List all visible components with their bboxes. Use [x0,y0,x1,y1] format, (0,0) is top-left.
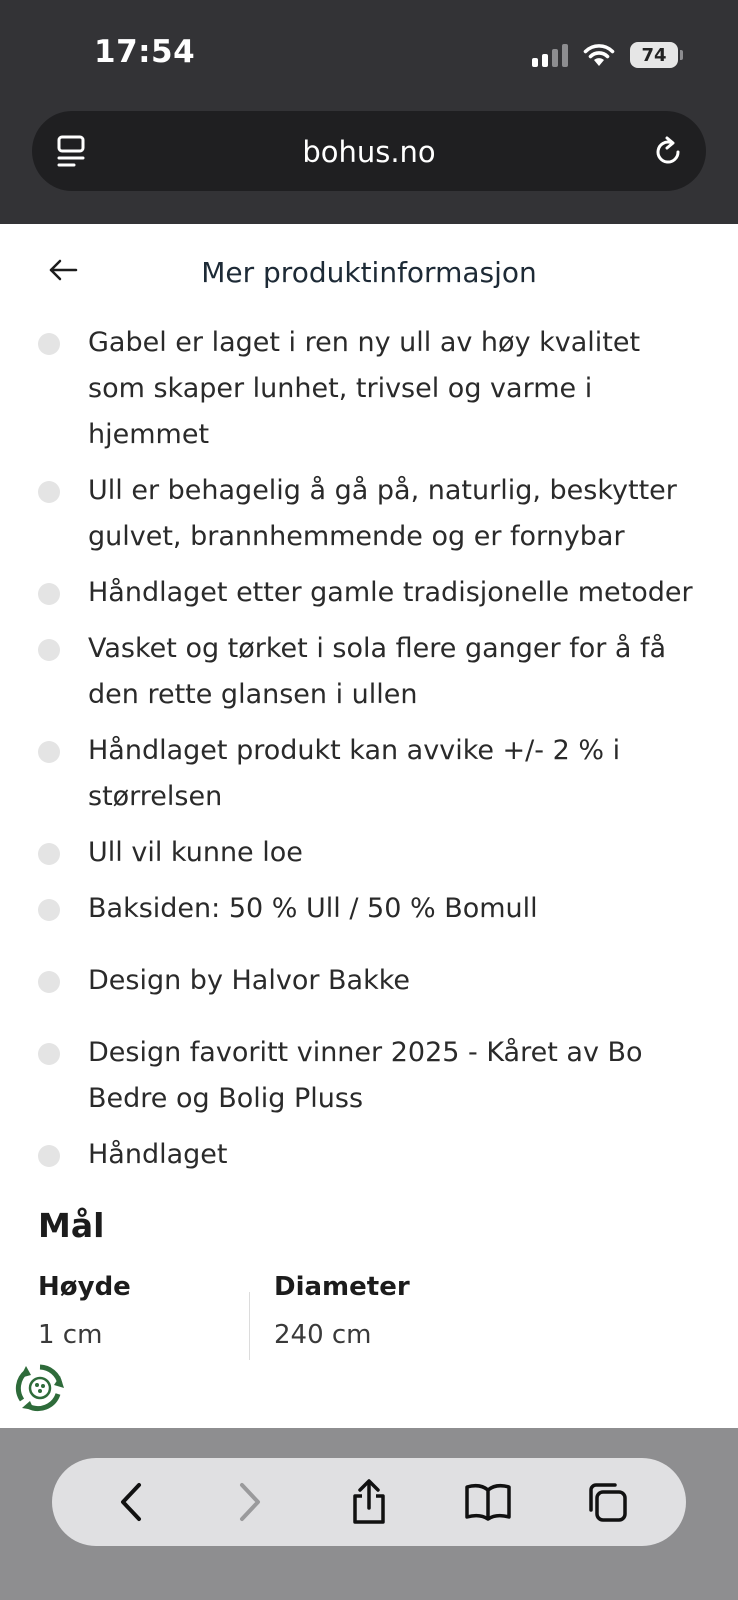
list-item: Baksiden: 50 % Ull / 50 % Bomull [38,886,698,932]
height-label: Høyde [38,1272,131,1302]
page-content [0,224,738,1428]
battery-icon: 74 [630,42,678,68]
url-text[interactable]: bohus.no [302,135,436,169]
list-item: Vasket og tørket i sola flere ganger for å få den rette glansen i ullen [38,626,698,718]
tabs-button[interactable] [577,1472,637,1532]
status-time: 17:54 [94,34,196,70]
cellular-signal-icon [532,43,568,67]
list-item: Design by Halvor Bakke [38,958,698,1004]
height-value: 1 cm [38,1320,103,1350]
list-item: Håndlaget etter gamle tradisjonelle metoder [38,570,698,616]
dimensions-title: Mål [38,1206,105,1245]
list-item: Ull vil kunne loe [38,830,698,876]
forward-button[interactable] [220,1472,280,1532]
dimension-divider [249,1292,250,1360]
chevron-right-icon [236,1482,264,1522]
page-title: Mer produktinformasjon [201,256,537,289]
browser-bottom-chrome [0,1428,738,1600]
product-info-list [38,320,698,1178]
list-item: Håndlaget produkt kan avvike +/- 2 % i størrelsen [38,728,698,820]
reload-icon[interactable] [652,135,684,169]
list-item: Ull er behagelig å gå på, naturlig, beskytter gulvet, brannhemmende og er fornybar [38,468,698,560]
share-button[interactable] [339,1472,399,1532]
list-item: Håndlaget [38,1132,698,1178]
share-icon [349,1478,389,1526]
eco-recycle-badge-icon[interactable] [14,1362,66,1414]
book-icon [464,1482,512,1522]
browser-toolbar [52,1458,686,1546]
status-icons [532,40,678,70]
bookmarks-button[interactable] [458,1472,518,1532]
back-button[interactable] [101,1472,161,1532]
height-column [38,1272,131,1350]
address-bar[interactable] [32,111,706,191]
browser-top-chrome [0,0,738,224]
wifi-icon [582,42,616,68]
chevron-left-icon [117,1482,145,1522]
diameter-value: 240 cm [274,1320,372,1350]
diameter-label: Diameter [274,1272,410,1302]
list-item: Gabel er laget i ren ny ull av høy kvalitet som skaper lunhet, trivsel og varme i hjemmet [38,320,698,458]
list-item: Design favoritt vinner 2025 - Kåret av Bo Bedre og Bolig Pluss [38,1030,698,1122]
diameter-column [274,1272,410,1350]
tabs-icon [585,1480,629,1524]
